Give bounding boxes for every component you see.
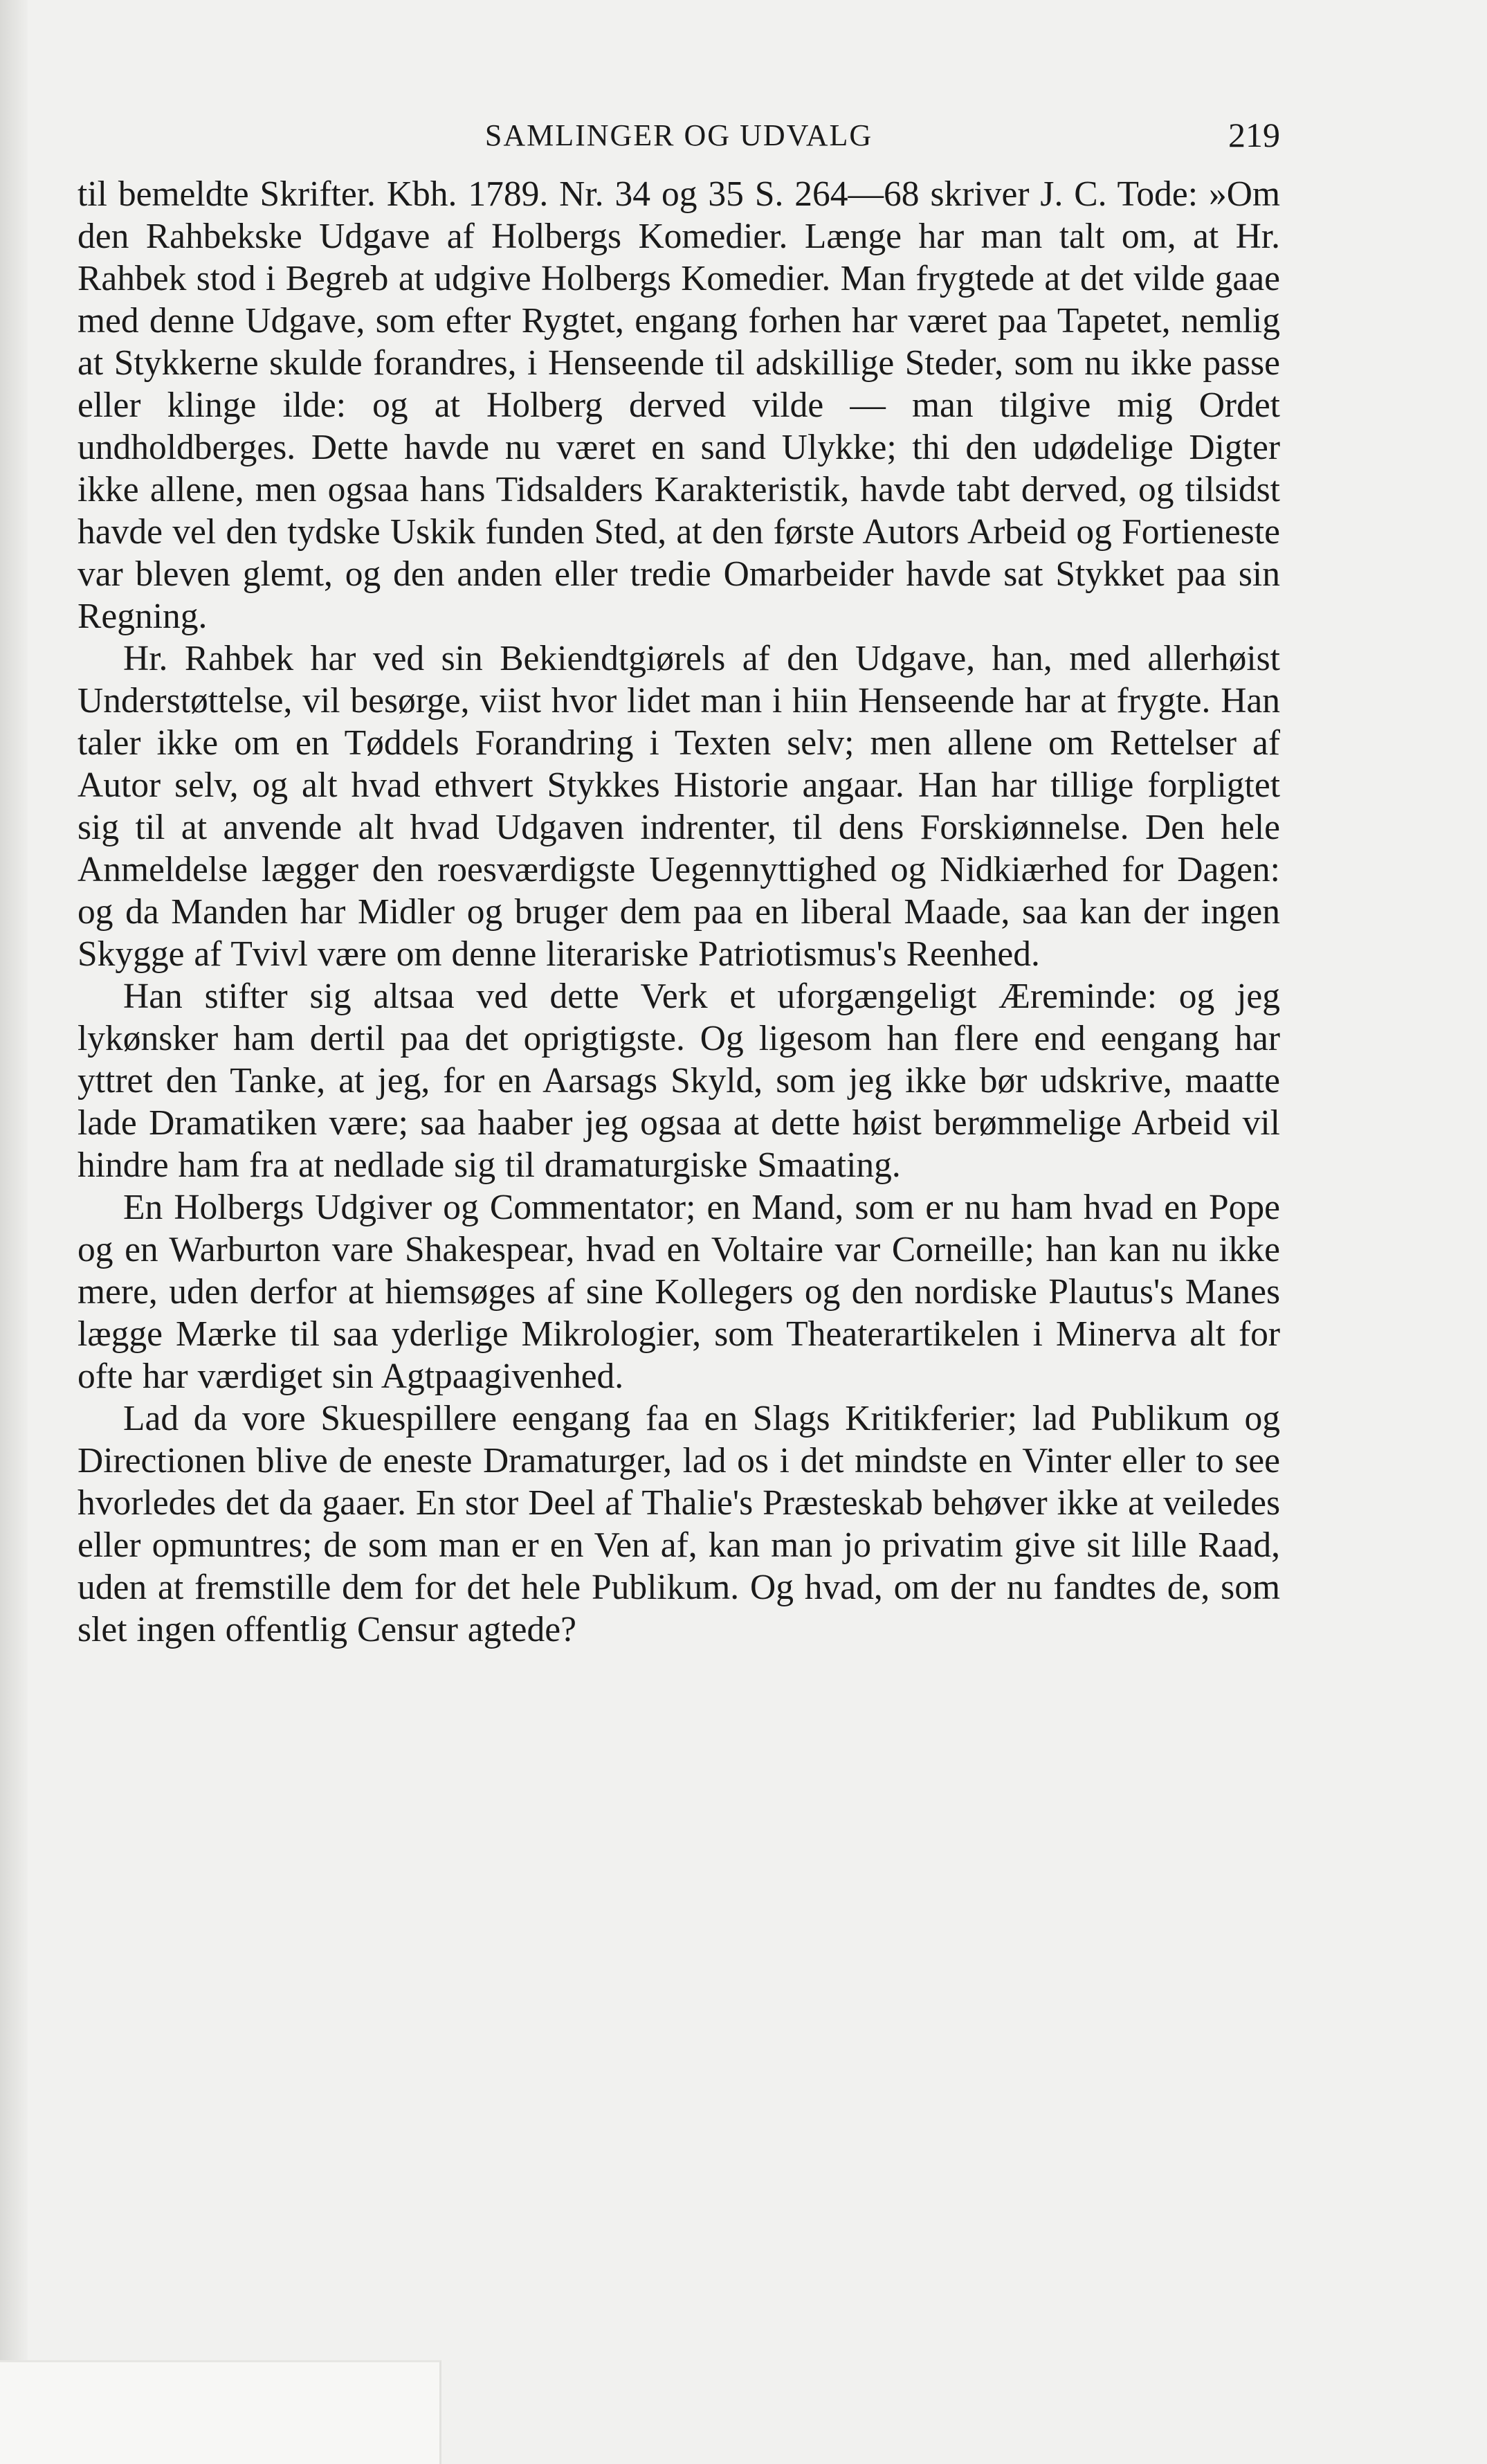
page-number: 219 bbox=[1228, 116, 1280, 154]
paragraph-5: Lad da vore Skuespillere eengang faa en Slags Kritikferier; lad Publikum og Directionen blive de eneste Dramaturger, lad os i det mindste en Vinter eller to see hvorledes det da gaaer. En stor Deel af Thalie's Præsteskab behøver ikke at veiledes eller opmuntres; de som man er en Ven af, kan man jo privatim give sit lille Raad, uden at fremstille dem for det hele Publikum. Og hvad, om der nu fandtes de, som slet ingen offentlig Censur agtede? bbox=[77, 1399, 1280, 1649]
paragraph-3: Han stifter sig altsaa ved dette Verk et uforgængeligt Æreminde: og jeg lykønsker ham dertil paa det oprigtigste. Og ligesom han flere end eengang har yttret den Tanke, at jeg, for en Aarsags Skyld, som jeg ikke bør udskrive, maatte lade Dramatiken være; saa haaber jeg ogsaa at dette høist berømmelige Arbeid vil hindre ham fra at nedlade sig til dramaturgiske Smaating. bbox=[77, 977, 1280, 1185]
scan-paper-strip bbox=[0, 2360, 441, 2464]
scan-edge-shadow bbox=[0, 0, 28, 2462]
paragraph-1: til bemeldte Skrifter. Kbh. 1789. Nr. 34 og 35 S. 264—68 skriver J. C. Tode: »Om den Rahbekske Udgave af Holbergs Komedier. Længe har man talt om, at Hr. Rahbek stod i Begreb at udgive Holbergs Komedier. Man frygtede at det vilde gaae med denne Udgave, som efter Rygtet, engang forhen har været paa Tapetet, nemlig at Stykkerne skulde forandres, i Henseende til adskillige Steder, som nu ikke passe eller klinge ilde: og at Holberg derved vilde — man tilgive mig Ordet undholdberges. Dette havde nu været en sand Ulykke; thi den udødelige Digter ikke allene, men ogsaa hans Tidsalders Karakteristik, havde tabt derved, og tilsidst havde vel den tydske Uskik funden Sted, at den første Autors Arbeid og Fortieneste var bleven glemt, og den anden eller tredie Omarbeider havde sat Stykket paa sin Regning. bbox=[77, 174, 1280, 636]
book-page bbox=[77, 104, 1280, 1651]
running-title: SAMLINGER OG UDVALG bbox=[484, 118, 873, 152]
body-text bbox=[77, 173, 1280, 1651]
paragraph-2: Hr. Rahbek har ved sin Bekiendtgiørels af den Udgave, han, med allerhøist Understøttelse, vil besørge, viist hvor lidet man i hiin Henseende har at frygte. Han taler ikke om en Tøddels Forandring i Texten selv; men allene om Rettelser af Autor selv, og alt hvad ethvert Stykkes Historie angaar. Han har tillige forpligtet sig til at anvende alt hvad Udgaven indrenter, til dens Forskiønnelse. Den hele Anmeldelse lægger den roesværdigste Uegennyttighed og Nidkiærhed for Dagen: og da Manden har Midler og bruger dem paa en liberal Maade, saa kan der ingen Skygge af Tvivl være om denne literariske Patriotismus's Reenhed. bbox=[77, 639, 1280, 974]
paragraph-4: En Holbergs Udgiver og Commentator; en Mand, som er nu ham hvad en Pope og en Warburton vare Shakespear, hvad en Voltaire var Corneille; han kan nu ikke mere, uden derfor at hiemsøges af sine Kollegers og den nordiske Plautus's Manes lægge Mærke til saa yderlige Mikrologier, som Theaterartikelen i Minerva alt for ofte har værdiget sin Agtpaagivenhed. bbox=[77, 1188, 1280, 1396]
running-head bbox=[77, 104, 1280, 173]
